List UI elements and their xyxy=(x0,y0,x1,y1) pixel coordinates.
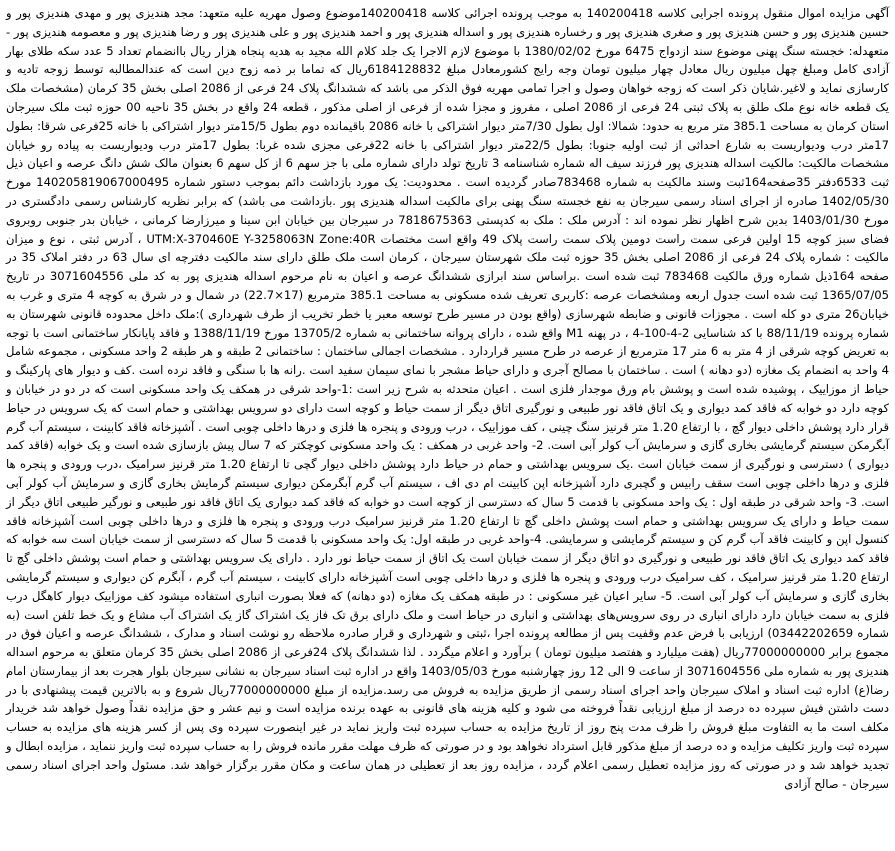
notice-body-text: آگهی مزایده اموال منقول پرونده اجرایی کلاسه 140200418 به موجب پرونده اجرائی کلاسه 140200418موضوع وصول مهریه علیه متعهد: مجد هندیزی پور و مهدی هندیزی پور و حسین هندیزی پور و حسن هندیزی پور و صغری هندیزی پور و رخساره هندیزی پور و اسداله هندیزی پور و احمد هندیزی پور و علی هندیزی پور و رضا هندیزی پور و معصومه هندیزی پور - متعهدله: خجسته سنگ پهنی موضوع سند ازدواج 6475 مورخ 1380/02/02 با موضوع لازم الاجرا یک جلد کلام الله مجید به هدیه پنجاه هزار ریال باانضمام تعداد 5 عدد سکه طلای بهار آزادی کامل ومبلغ چهل میلیون ریال معادل چهار میلیون تومان وجه رایج کشورمعادل مبلغ 6184128832ریال که تماما بر ذمه زوج دین است که عندالمطالبه توسط زوجه تادیه و کارسازی نماید و لاغیر.شایان ذکر است که زوجه خواهان وصول و اجرا تمامی مهریه فوق الذکر می باشد که ششدانگ پلاک 24 فرعی از 2086 اصلی بخش 35 کرمان (مشخصات ملک یک قطعه خانه نوع ملک طلق به پلاک ثبتی 24 فرعی از 2086 اصلی ، مفروز و مجزا شده از فرعی از اصلی مذکور ، قطعه 24 واقع در بخش 35 ناحیه 00 حوزه ثبت ملک سیرجان استان کرمان به مساحت 385.1 متر مربع به حدود: شمالا: اول بطول 7/30متر دیوار اشتراکی با خانه 2086 باقیمانده دوم بطول 15/5متر دیوار اشتراکی با خانه 25فرعی شرقا: بطول 17متر درب ودیواریست به شارع احداثی از ثبت اولیه جنوبا: بطول 22/5متر دیوار اشتراکی با خانه 22فرعی مجزی شده غربا: بطول 17متر درب ودیواریست به پیاده رو خیابان مشخصات مالکیت: مالکیت اسداله هندیزی پور فرزند سیف اله شماره شناسنامه 3 تاریخ تولد دارای شماره ملی با جز سهم 6 از کل سهم 6 بعنوان مالک شش دانگ عرصه و اعیان ذیل ثبت 6533دفتر 35صفحه164ثبت وسند مالکیت به شماره 783468صادر گردیده است . محدودیت: یک مورد بازداشت دائم بموجب دستور شماره 140205819067000495 مورخ 1402/05/30 صادره از اجرای اسناد رسمی سیرجان به نفع خجسته سنگ پهنی برای مالکیت اسداله هندیزی پور .بازداشت می باشد) که برابر نظریه کارشناس رسمی دادگستری در مورخ 1403/01/30 بدین شرح اظهار نظر نموده اند : آدرس ملک : ملک به کدپستی 7818675363 در سیرجان بین خیابان ابن سینا و میرزارضا کرمانی ، خیابان بدر جنوبی روبروی فضای سبز کوچه 15 اولین فرعی سمت راست دومین پلاک سمت راست پلاک 49 واقع است مختصات UTM:X-370460E Y-3258063N Zone:40R ، آدرس ثبتی ، نوع و میزان مالکیت : شماره پلاک 24 فرعی از 2086 اصلی بخش 35 حوزه ثبت ملک شهرستان سیرجان ، کرمان است ملک طلق دارای سند مالکیت دفترچه ای سال 63 در دفتر املاک 35 در صفحه 164ذیل شماره ورق مالکیت 783468 ثبت شده است .براساس سند ابرازی ششدانگ عرصه و اعیان به نام مرحوم اسداله هندیزی پور به کد ملی 3071604556 در تاریخ 1365/07/05 ثبت شده است جدول اربعه ومشخصات عرصه :کاربری تعریف شده مسکونی به مساحت 385.1 مترمربع (17×22.7) در شمال و در شرق به کوچه 4 متری و غرب به خیابان26 متری دو کله است . مجوزات قانونی و ضابطه شهرسازی (واقع بودن در مسیر طرح توسعه معبر یا خطر تخریب از طرف شهرداری ):ملک داخل محدوده قانونی شهرستان به شماره پرونده 88/11/19 با کد شناسایی 2-4-100-4 ، در پهنه M1 واقع شده ، دارای پروانه ساختمانی به شماره 13705/2 مورخ 1388/11/19 و فاقد پایانکار ساختمانی است با توجه به تعریض کوچه شرقی از 4 متر به 6 متر 17 مترمربع از عرصه در طرح مسیر قراردارد . مشخصات اجمالی ساختمان : ساختمانی 2 طبقه و هر طبقه 2 واحد مسکونی ، مجموعه شامل 4 واحد به انضمام یک مغازه (دو دهانه ) است . ساختمان با مصالح آجری و دارای حیاط مشجر با نمای سیمان سفید است .رانه ها با سنگی و فاقد نرده است .کف و دیوار های پارکینگ و حیاط از موزاییک ، پوشیده شده است و پوشش بام ورق موجدار فلزی است . اعیان متحدثه به شرح زیر است :1-واحد شرقی در همکف یک واحد مسکونی است که در دو در خیابان و کوچه دارد دو خوابه که فاقد کمد دیواری و یک اتاق فاقد نور طبیعی و نورگیری اتاق دیگر از سمت حیاط و کوچه است دارای دو سرویس بهداشتی و حمام است که یک سرویس در حیاط قرار دارد پوشش داخلی دیوار گچ ، با ارتفاع 1.20 متر قرنیز سنگ چینی ، کف موزاییک ، درب ورودی و پنجره ها فلزی و درها داخلی چوبی است . آشپزخانه فاقد کابینت ، سیستم آب گرم آبگرمکن سیستم گرمایشی بخاری گازی و سرمایش آب کولر آبی است. 2- واحد غربی در همکف : یک واحد مسکونی کوچکتر که 7 سال پیش بازسازی شده است و یک خوابه (فاقد کمد دیواری ) دسترسی و نورگیری از سمت خیابان است .یک سرویس بهداشتی و حمام در حیاط دارد پوشش داخلی دیوار گچی تا ارتفاع 1.20 متر قرنیز سرامیک ،درب ورودی و پنجره ها فلزی و درها داخلی چوبی است سقف رابیس و گچبری دارد آشپزخانه اپن کابینت ام دی اف ، سیستم آب گرم آبگرمکن دیواری سیستم گرمایش بخاری گازی و سرمایش آب کولر آبی است. 3- واحد شرقی در طبقه اول : یک واحد مسکونی با قدمت 5 سال که دسترسی از کوچه است دو خوابه که فاقد کمد دیواری یک اتاق فاقد نور طبیعی و نورگیر طبیعی اتاق دیگر از سمت حیاط و دارای یک سرویس بهداشتی و حمام است پوشش داخلی گچ تا ارتفاع 1.20 متر قرنیز سرامیک درب ورودی و پنجره ها فلزی و درها داخلی چوبی است آشپزخانه فاقد کنسول اپن و کابینت فاقد آب گرم کن و سیستم گرمایشی و سرمایشی. 4-واحد غربی در طبقه اول: یک واحد مسکونی با قدمت 5 سال که دسترسی از سمت خیابان است سه خوابه که فاقد کمد دیواری یک اتاق فاقد نور طبیعی و نورگیری دو اتاق دیگر از سمت خیابان است یک اتاق از سمت حیاط نور دارد . دارای یک سرویس بهداشتی و حمام است پوشش داخلی گچ تا ارتفاع 1.20 متر قرنیز سرامیک ، کف سرامیک درب ورودی و پنجره ها فلزی و درها داخلی چوبی است آشپزخانه دارای کابینت ، سیستم آب گرم ، آبگرم کن دیواری و سیستم گرمایشی بخاری گازی و سرمایش آب کولر آبی است. 5- سایر اعیان غیر مسکونی : در طبقه همکف یک مغازه (دو دهانه) که فعلا بصورت انباری استفاده میشود کف موزاییک دیوار کاهگل درب فلزی به سمت خیابان دارد دارای انباری در روی سرویس‌های بهداشتی و انباری در حیاط است و ملک دارای برق تک فاز یک اشتراک گاز یک اشتراک آب مشاع و یک خط تلفن است (به شماره 03442202659) ارزیابی با فرض عدم وقفیت پس از مطالعه پرونده اجرا ،ثبتی و شهرداری و قرار صادره ملاحظه رو نوشت اسناد و مدارک ، ششدانگ عرصه و اعیان فوق در مجموع برابر 77000000000ریال (هفت میلیارد و هفتصد میلیون تومان ) برآورد و اعلام میگردد . لذا ششدانگ پلاک 24فرعی از 2086 اصلی بخش 35 کرمان متعلق به مرحوم اسداله هندیزی پور به شماره ملی 3071604556 از ساعت 9 الی 12 روز چهارشنبه مورخ 1403/05/03 واقع در اداره ثبت اسناد سیرجان به نشانی سیرجان بلوار هجرت بعد از بیمارستان امام رضا(ع) اداره ثبت اسناد و املاک سیرجان واحد اجرای اسناد رسمی از طریق مزایده به فروش می رسد.مزایده از مبلغ 77000000000ریال شروع و به بالاترین قیمت پیشنهادی با در دست داشتن فیش سپرده ده درصد از مبلغ ارزیابی نقداً فروخته می شود و کلیه هزینه های قانونی به عهده برنده مزایده است و نیم عشر و حق مزایده نقداً وصول خواهد شد خریدار مکلف است ما به التفاوت مبلغ فروش را ظرف مدت پنج روز از تاریخ مزایده به حساب سپرده ثبت واریز نماید در غیر اینصورت سپرده وی پس از کسر هزینه های مزایده به حساب سپرده ثبت واریز تکلیف مزایده و ده درصد از مبلغ مذکور قابل استرداد نخواهد بود و در صورتی که ظرف مهلت مقرر مانده فروش را به حساب سپرده ثبت واریز ننماید ، مزایده ابطال و تجدید خواهد شد و در صورتی که روز مزایده تعطیل رسمی اعلام گردد ، مزایده روز بعد از تعطیلی در همان ساعت و مکان مقرر برگزار خواهد شد. مسئول واحد اجرای اسناد رسمی سیرجان - صالح آزادی xyxy=(6,6,890,791)
